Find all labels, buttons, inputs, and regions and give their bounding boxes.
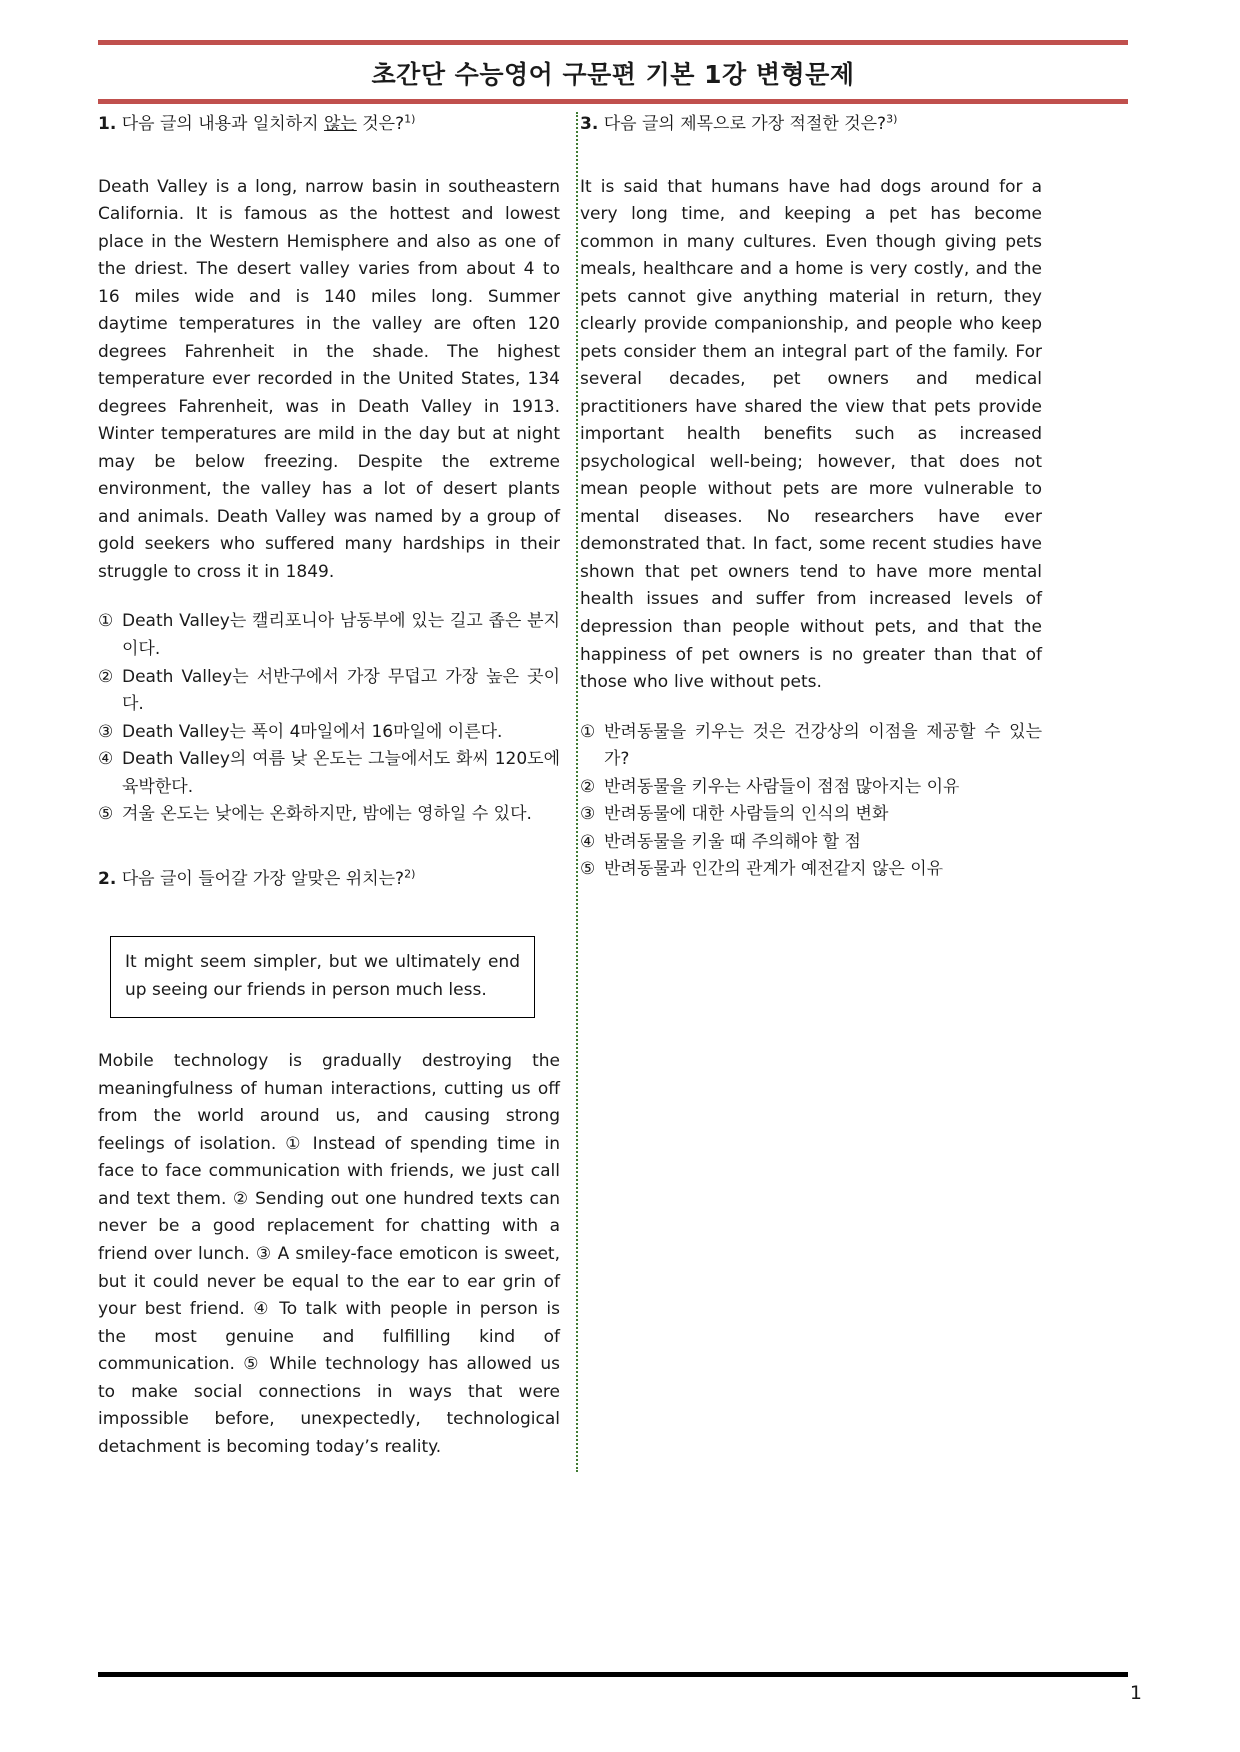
- choice-marker-3: ③: [98, 721, 114, 742]
- choice-marker-5: ⑤: [98, 804, 114, 825]
- choice-marker-4: ④: [98, 749, 114, 770]
- question-1-prompt-after: 것은?: [356, 114, 405, 134]
- choice-marker-1: ①: [580, 721, 596, 742]
- question-2-number: 2.: [98, 868, 117, 889]
- choice-marker-1: ①: [98, 611, 114, 632]
- question-1-choice-2[interactable]: [98, 664, 560, 719]
- question-3-footnote: 3): [886, 112, 898, 126]
- question-3-number: 3.: [580, 114, 599, 134]
- worksheet-page: [98, 0, 1142, 1752]
- page-number: 1: [1129, 1682, 1142, 1704]
- choice-text-2: 반려동물을 키우는 사람들이 점점 많아지는 이유: [604, 776, 960, 797]
- question-1-prompt-before: 다음 글의 내용과 일치하지: [121, 114, 324, 134]
- question-1-heading: [98, 112, 560, 138]
- question-3-heading: [580, 112, 1042, 138]
- right-column: [580, 112, 1042, 1632]
- spacer: [98, 898, 560, 936]
- question-1-footnote: 1): [404, 112, 416, 126]
- choice-text-5: 반려동물과 인간의 관계가 예전같지 않은 이유: [604, 859, 944, 880]
- choice-marker-2: ②: [580, 776, 596, 797]
- question-1-choice-4[interactable]: [98, 746, 560, 801]
- choice-marker-2: ②: [98, 666, 114, 687]
- question-3-choices: [580, 719, 1042, 884]
- two-column-body: [98, 112, 1128, 1632]
- spacer: [98, 586, 560, 608]
- question-1-choice-5[interactable]: [98, 801, 560, 829]
- question-2-prompt: 다음 글이 들어갈 가장 알맞은 위치는?: [121, 868, 405, 889]
- question-3-choice-3[interactable]: [580, 801, 1042, 829]
- choice-text-4: 반려동물을 키울 때 주의해야 할 점: [604, 831, 861, 852]
- question-3-choice-1[interactable]: [580, 719, 1042, 774]
- choice-text-4: Death Valley의 여름 낮 온도는 그늘에서도 화씨 120도에 육박한다.: [122, 749, 560, 797]
- choice-text-2: Death Valley는 서반구에서 가장 무덥고 가장 높은 곳이다.: [122, 666, 560, 715]
- choice-marker-5: ⑤: [580, 859, 596, 880]
- question-1-passage: Death Valley is a long, narrow basin in southeastern California. It is famous as the hottest and lowest place in the Western Hemisphere and also as one of the driest. The desert valley varies from about 4 to 16 miles wide and is 140 miles long. Summer daytime temperatures in the valley are often 120 degrees Fahrenheit in the shade. The highest temperature ever recorded in the United States, 134 degrees Fahrenheit, was in Death Valley in 1913. Winter temperatures are mild in the day but at night may be below freezing. Despite the extreme environment, the valley has a lot of desert plants and animals. Death Valley was named by a group of gold seekers who suffered many hardships in their struggle to cross it in 1849.: [98, 176, 560, 582]
- question-2-passage: Mobile technology is gradually destroying the meaningfulness of human interactions, cutting us off from the world around us, and causing strong feelings of isolation. ① Instead of spending time in face to face communication with friends, we just call and text them. ② Sending out one hundred texts can never be a good replacement for chatting with a friend over lunch. ③ A smiley-face emoticon is sweet, but it could never be equal to the ear to ear grin of your best friend. ④ To talk with people in person is the most genuine and fulfilling kind of communication. ⑤ While technology has allowed us to make social connections in ways that were impossible before, unexpectedly, technological detachment is becoming today’s reality.: [98, 1051, 560, 1457]
- question-3-passage: It is said that humans have had dogs around for a very long time, and keeping a pet has become common in many cultures. Even though giving pets meals, healthcare and a home is very costly, and the pets cannot give anything material in return, they clearly provide companionship, and people who keep pets consider them an integral part of the family. For several decades, pet owners and medical practitioners have shared the view that pets provide important health benefits such as increased psychological well-being; however, that does not mean people without pets are more vulnerable to mental diseases. No researchers have ever demonstrated that. In fact, some recent studies have shown that pet owners tend to have more mental health issues and suffer from increased levels of depression than people without pets, and that the happiness of pet owners is no greater than that of those who live without pets.: [580, 176, 1042, 693]
- question-2-heading: [98, 867, 560, 893]
- question-3-choice-2[interactable]: [580, 774, 1042, 802]
- spacer: [98, 1018, 560, 1048]
- question-2-footnote: 2): [404, 867, 416, 881]
- choice-text-1: Death Valley는 캘리포니아 남동부에 있는 길고 좁은 분지이다.: [122, 611, 560, 659]
- column-divider: [576, 112, 578, 1472]
- spacer: [98, 144, 560, 174]
- choice-text-1: 반려동물을 키우는 것은 건강상의 이점을 제공할 수 있는가?: [604, 721, 1042, 770]
- question-1-number: 1.: [98, 114, 117, 134]
- question-1-choices: [98, 608, 560, 828]
- question-2-insertion-box: It might seem simpler, but we ultimately end up seeing our friends in person much less.: [110, 936, 535, 1018]
- choice-text-5: 겨울 온도는 낮에는 온화하지만, 밤에는 영하일 수 있다.: [122, 804, 532, 825]
- choice-text-3: 반려동물에 대한 사람들의 인식의 변화: [604, 804, 889, 825]
- question-1-choice-3[interactable]: [98, 719, 560, 747]
- spacer: [98, 829, 560, 867]
- footer-rule: [98, 1672, 1128, 1677]
- question-1-prompt-underlined: 않는: [323, 114, 357, 134]
- page-title: 초간단 수능영어 구문편 기본 1강 변형문제: [371, 60, 855, 89]
- spacer: [580, 144, 1042, 174]
- header-bottom-rule: [98, 99, 1128, 104]
- choice-marker-4: ④: [580, 831, 596, 852]
- choice-text-3: Death Valley는 폭이 4마일에서 16마일에 이른다.: [122, 721, 503, 742]
- choice-marker-3: ③: [580, 804, 596, 825]
- spacer: [580, 697, 1042, 719]
- question-1-choice-1[interactable]: [98, 608, 560, 663]
- question-3-choice-4[interactable]: [580, 829, 1042, 857]
- question-3-choice-5[interactable]: [580, 856, 1042, 884]
- question-3-prompt: 다음 글의 제목으로 가장 적절한 것은?: [603, 114, 887, 134]
- header-top-rule: [98, 40, 1128, 45]
- left-column: [98, 112, 560, 1632]
